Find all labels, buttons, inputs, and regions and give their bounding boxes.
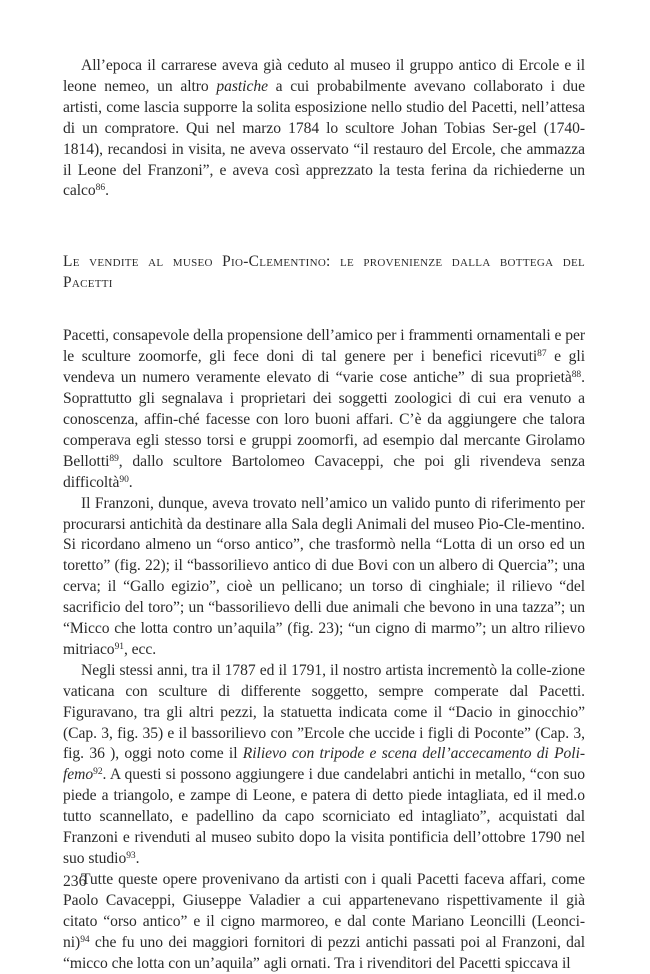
footnote-ref: 94: [80, 934, 90, 945]
paragraph-2: Pacetti, consapevole della propensione dell’amico per i frammenti ornamentali e per le sculture zoomorfe, gli fece doni di tal genere per i benefici ricevuti$^{87}$ e gli vendeva un numero veramente elevato di “varie cose antiche” di sua proprietà$^{88}$. Soprattutto gli segnalava i proprietari dei soggetti zoologici di cui era venuto a conoscenza, affin-ché facesse con loro buoni affari. C’è da aggiungere che talora comperava egli stesso torsi e gruppi zoomorfi, ad esempio dal mercante Girolamo Bellotti$^{89}$, dallo scultore Bartolomeo Cavaceppi, che poi gli rivendeva senza difficoltà$^{90}$.: [63, 327, 585, 491]
footnote-ref: 92: [93, 767, 103, 778]
paragraph-1: All’epoca il carrarese aveva già ceduto al museo il gruppo antico di Ercole e il leone nemeo, un altro pastiche a cui probabilmente avevano collaborato i due artisti, come lascia supporre la solita esposizione nello studio del Pacetti, nell’attesa di un compratore. Qui nel marzo 1784 lo scultore Johan Tobias Ser-gel (1740-1814), recandosi in visita, ne aveva osservato “il restauro del Ercole, che ammazza il Leone del Franzoni”, e aveva così apprezzato la testa ferina da richiederne un calco$^{86}$.: [63, 57, 585, 200]
footnote-ref: 91: [114, 641, 124, 652]
paragraph-5: Tutte queste opere provenivano da artisti con i quali Pacetti faceva affari, come Paolo Cavaceppi, Giuseppe Valadier a cui appartenevano rispettivamente il già citato “orso antico” e il cigno marmoreo, e dal conte Mariano Leoncilli (Leonci-ni)$^{94}$ che fu uno dei maggiori fornitori di pezzi antichi passati poi al Franzoni, dal “micco che lotta con un’aquila” agli ornati. Tra i rivenditori del Pacetti spiccava il: [63, 870, 585, 972]
footnote-ref: 90: [119, 474, 129, 485]
footnote-ref: 87: [537, 349, 547, 360]
paragraph-4: Negli stessi anni, tra il 1787 ed il 1791, il nostro artista incrementò la colle-zione vaticana con sculture di differente soggetto, sempre comperate dal Pacetti. Figuravano, tra gli altri pezzi, la statuetta indicata come il “Dacio in ginocchio” (Cap. 3, fig. 35) e il bassorilievo con ”Ercole che uccide i figli di Poconte” (Cap. 3, fig. 36 ), oggi noto come il Rilievo con tripode e scena dell’accecamento di Poli-femo$^{92}$. A questi si possono aggiungere i due candelabri antichi in metallo, “con suo piede a triangolo, e zampe di Leone, e patera di detto piede intagliata, ed il med.o tutto scannellato, e padellino da capo scorniciato ed intagliato”, acquistati dal Franzoni e rivenduti al museo subito dopo la visita pontificia dell’ottobre 1790 nel suo studio$^{93}$.: [63, 661, 585, 867]
section-heading: Le vendite al museo Pio-Clementino: le provenienze dalla bottega del Pacetti: [63, 253, 585, 292]
page-number: 236: [63, 873, 87, 890]
footnote-ref: 89: [109, 453, 119, 464]
italic-term: pastiche: [216, 77, 268, 95]
paragraph-3: Il Franzoni, dunque, aveva trovato nell’amico un valido punto di riferimento per procurarsi antichità da destinare alla Sala degli Animali del museo Pio-Cle-mentino. Si ricordano almeno un “orso antico”, che trasformò nella “Lotta di un orso ed un toretto” (fig. 22); il “bassorilievo antico di due Bovi con un albero di Quercia”; una cerva; il “Gallo egizio”, cioè un pellicano; un torso di cinghiale; il rilievo “del sacrificio del toro”; un “bassorilievo delli due animali che bevono in una tazza”; un “Micco che lotta contro un’aquila” (fig. 23); “un cigno di marmo”; un altro rilievo mitriaco$^{91}$, ecc.: [63, 494, 585, 658]
footnote-ref: 86: [95, 183, 106, 194]
italic-title: Rilievo con tripode e scena dell’accecamento di Poli-femo: [63, 745, 585, 784]
footnote-ref: 88: [571, 370, 582, 381]
footnote-ref: 93: [126, 851, 136, 861]
body-text: [63, 56, 585, 974]
